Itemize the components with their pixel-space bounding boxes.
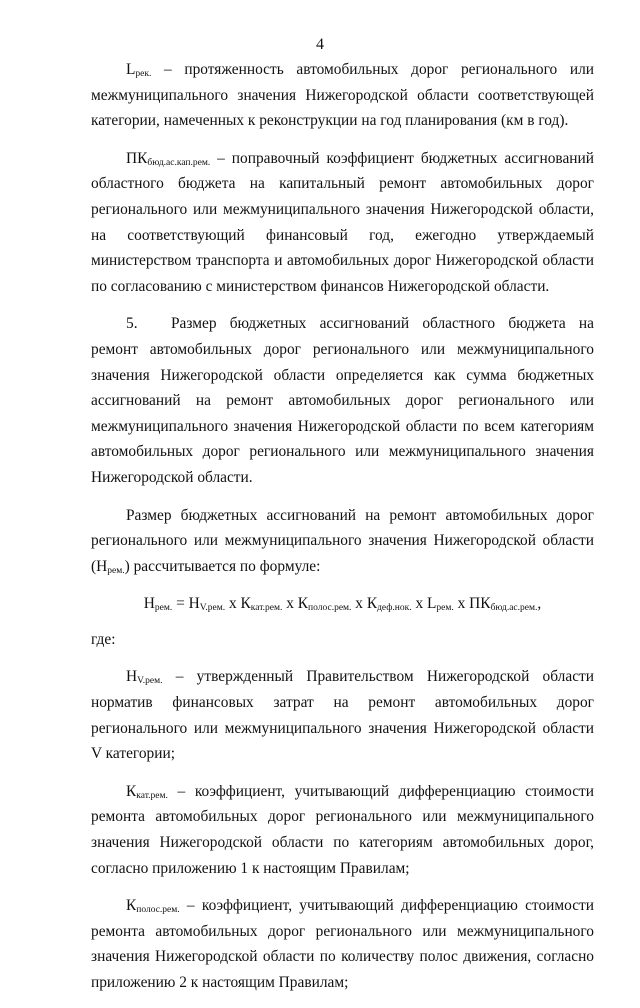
definition-n-v-rem [91, 664, 594, 766]
formula-times: х [453, 595, 470, 613]
formula-term-subscript: V.рем. [199, 603, 226, 614]
paragraph-l-rek [91, 57, 594, 134]
formula-term-subscript: рем. [436, 603, 454, 614]
definition-k-polos-rem [91, 893, 594, 995]
formula-times: х [225, 595, 241, 613]
paragraph-text: ) рассчитывается по формуле: [124, 557, 321, 575]
paragraph-pk-kap-rem [91, 146, 594, 300]
symbol-subscript: рем. [107, 565, 125, 576]
formula-term: ПК [469, 595, 491, 613]
formula-times: х [351, 595, 367, 613]
formula-lhs: Н [143, 595, 155, 613]
symbol-subscript: рек. [135, 69, 152, 79]
symbol: К [126, 782, 137, 800]
formula-term: К [240, 595, 251, 613]
document-body [91, 57, 594, 1008]
paragraph-text: – протяженность автомобильных дорог регионального или межмуниципального значения Нижегородской области соответствующей категории, намеченных к реконструкции на год планирования (км в год). [91, 61, 594, 130]
formula-term-subscript: полос.рем. [308, 603, 352, 614]
paragraph-text: Размер бюджетных ассигнований на ремонт автомобильных дорог регионального или межмуниципального значения Нижегородской области ( [91, 506, 594, 575]
formula-term-subscript: кат.рем. [250, 603, 283, 614]
definition-text: – коэффициент, учитывающий дифференциацию стоимости ремонта автомобильных дорог регионального или межмуниципального значения Нижегородской области по количеству полос движения, согласно приложению 2 к настоящим Правилам; [91, 897, 594, 991]
formula-term-subscript: бюд.ас.рем. [490, 603, 538, 614]
symbol: К [126, 897, 137, 915]
symbol: Н [126, 668, 138, 686]
formula-term-subscript: деф.нок. [377, 603, 412, 614]
formula [91, 591, 594, 617]
paragraph-item-5 [91, 311, 594, 490]
symbol-subscript: кат.рем. [136, 790, 168, 801]
symbol: ПК [126, 149, 148, 167]
symbol: L [126, 61, 136, 78]
paragraph-text: Размер бюджетных ассигнований областного бюджета на ремонт автомобильных дорог регионального или межмуниципального значения Нижегородской области определяется как сумма бюджетных ассигнований на ремонт автомобильных дорог регионального или межмуниципального значения Нижегородской области по всем категориям автомобильных дорог регионального или межмуниципального значения Нижегородской области. [91, 315, 594, 486]
formula-lhs-subscript: рем. [154, 603, 173, 614]
symbol: Н [96, 557, 108, 575]
formula-term: К [366, 595, 378, 613]
formula-times: х [411, 595, 428, 613]
definition-k-kat-rem [91, 779, 594, 881]
item-number: 5. [126, 315, 138, 333]
paragraph-text: – поправочный коэффициент бюджетных ассигнований областного бюджета на капитальный ремонт автомобильных дорог регионального или межмуниципального значения Нижегородской области, на соответствующий финансовый год, ежегодно утверждаемый министерством транспорта и автомобильных дорог Нижегородской области по согласованию с министерством финансов Нижегородской области. [91, 149, 594, 295]
formula-times: х [282, 595, 298, 613]
paragraph-formula-intro [91, 503, 594, 580]
formula-term: L [427, 595, 437, 613]
where-label: где: [91, 630, 116, 648]
page-number: 4 [316, 36, 324, 53]
symbol-subscript: полос.рем. [136, 905, 180, 916]
formula-term: Н [188, 595, 200, 613]
formula-term: К [297, 595, 309, 613]
formula-equals: = [172, 595, 189, 613]
definition-text: – утвержденный Правительством Нижегородской области норматив финансовых затрат на ремонт автомобильных дорог регионального или межмуниципального значения Нижегородской области V категории; [91, 668, 594, 763]
symbol-subscript: бюд.ас.кап.рем. [147, 157, 211, 168]
formula-end: , [537, 595, 542, 613]
symbol-subscript: V.рем. [137, 676, 163, 687]
definition-text: – коэффициент, учитывающий дифференциацию стоимости ремонта автомобильных дорог регионального или межмуниципального значения Нижегородской области по категориям автомобильных дорог, согласно приложению 1 к настоящим Правилам; [91, 782, 594, 877]
